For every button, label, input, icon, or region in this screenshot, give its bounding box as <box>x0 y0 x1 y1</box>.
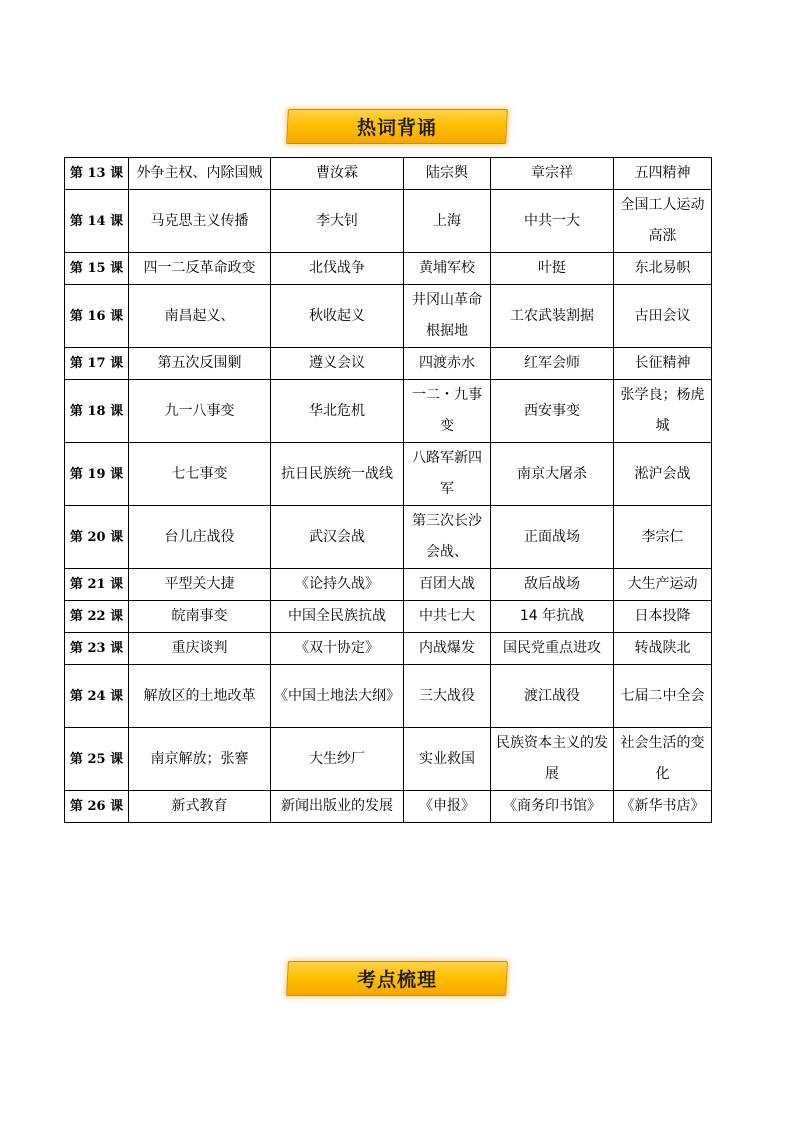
term-cell: 上海 <box>404 190 491 253</box>
term-cell: 《论持久战》 <box>271 569 404 601</box>
table-row <box>65 190 712 253</box>
lesson-label: 第 15 课 <box>65 253 129 285</box>
table-row <box>65 380 712 443</box>
term-cell: 李宗仁 <box>614 506 712 569</box>
lesson-label: 第 20 课 <box>65 506 129 569</box>
term-cell: 《申报》 <box>404 791 491 823</box>
term-cell: 新闻出版业的发展 <box>271 791 404 823</box>
term-cell: 曹汝霖 <box>271 158 404 190</box>
term-cell: 《新华书店》 <box>614 791 712 823</box>
term-cell: 实业救国 <box>404 728 491 791</box>
term-cell: 武汉会战 <box>271 506 404 569</box>
lesson-label: 第 13 课 <box>65 158 129 190</box>
table-row <box>65 791 712 823</box>
term-cell: 九一八事变 <box>129 380 271 443</box>
vocab-table-body <box>65 158 712 823</box>
lesson-label: 第 16 课 <box>65 285 129 348</box>
term-cell: 一二・九事变 <box>404 380 491 443</box>
lesson-label: 第 22 课 <box>65 601 129 633</box>
term-cell: 七届二中全会 <box>614 665 712 728</box>
term-cell: 台儿庄战役 <box>129 506 271 569</box>
term-cell: 第三次长沙会战、 <box>404 506 491 569</box>
term-cell: 中共七大 <box>404 601 491 633</box>
term-cell: 外争主权、内除国贼 <box>129 158 271 190</box>
lesson-label: 第 21 课 <box>65 569 129 601</box>
term-cell: 黄埔军校 <box>404 253 491 285</box>
term-cell: 南京解放；张謇 <box>129 728 271 791</box>
term-cell: 日本投降 <box>614 601 712 633</box>
term-cell: 大生产运动 <box>614 569 712 601</box>
table-row <box>65 728 712 791</box>
term-cell: 第五次反围剿 <box>129 348 271 380</box>
term-cell: 四渡赤水 <box>404 348 491 380</box>
lesson-label: 第 26 课 <box>65 791 129 823</box>
term-cell: 红军会师 <box>491 348 614 380</box>
term-cell: 《商务印书馆》 <box>491 791 614 823</box>
table-row <box>65 569 712 601</box>
table-row <box>65 443 712 506</box>
term-cell: 东北易帜 <box>614 253 712 285</box>
term-cell: 西安事变 <box>491 380 614 443</box>
section-banner-points <box>286 961 508 996</box>
lesson-label: 第 18 课 <box>65 380 129 443</box>
term-cell: 渡江战役 <box>491 665 614 728</box>
term-cell: 正面战场 <box>491 506 614 569</box>
table-row <box>65 285 712 348</box>
term-cell: 三大战役 <box>404 665 491 728</box>
term-cell: 解放区的土地改革 <box>129 665 271 728</box>
term-cell: 张学良；杨虎城 <box>614 380 712 443</box>
term-cell: 百团大战 <box>404 569 491 601</box>
table-row <box>65 158 712 190</box>
term-cell: 大生纱厂 <box>271 728 404 791</box>
term-cell: 陆宗舆 <box>404 158 491 190</box>
lesson-label: 第 25 课 <box>65 728 129 791</box>
lesson-label: 第 23 课 <box>65 633 129 665</box>
term-cell: 中国全民族抗战 <box>271 601 404 633</box>
section-title-points: 考点梳理 <box>356 969 437 991</box>
term-cell: 叶挺 <box>491 253 614 285</box>
section-title-vocab: 热词背诵 <box>356 117 437 139</box>
term-cell: 敌后战场 <box>491 569 614 601</box>
term-cell: 社会生活的变化 <box>614 728 712 791</box>
table-row <box>65 506 712 569</box>
table-row <box>65 348 712 380</box>
term-cell: 工农武装割据 <box>491 285 614 348</box>
term-cell: 民族资本主义的发展 <box>491 728 614 791</box>
term-cell: 平型关大捷 <box>129 569 271 601</box>
term-cell: 淞沪会战 <box>614 443 712 506</box>
term-cell: 转战陕北 <box>614 633 712 665</box>
term-cell: 马克思主义传播 <box>129 190 271 253</box>
term-cell: 秋收起义 <box>271 285 404 348</box>
term-cell: 五四精神 <box>614 158 712 190</box>
term-cell: 国民党重点进攻 <box>491 633 614 665</box>
term-cell: 14 年抗战 <box>491 601 614 633</box>
term-cell: 长征精神 <box>614 348 712 380</box>
table-row <box>65 253 712 285</box>
table-row <box>65 633 712 665</box>
term-cell: 李大钊 <box>271 190 404 253</box>
term-cell: 四一二反革命政变 <box>129 253 271 285</box>
term-cell: 古田会议 <box>614 285 712 348</box>
term-cell: 井冈山革命根据地 <box>404 285 491 348</box>
lesson-label: 第 14 课 <box>65 190 129 253</box>
term-cell: 内战爆发 <box>404 633 491 665</box>
term-cell: 华北危机 <box>271 380 404 443</box>
term-cell: 抗日民族统一战线 <box>271 443 404 506</box>
term-cell: 南昌起义、 <box>129 285 271 348</box>
term-cell: 八路军新四军 <box>404 443 491 506</box>
term-cell: 全国工人运动高涨 <box>614 190 712 253</box>
term-cell: 新式教育 <box>129 791 271 823</box>
term-cell: 皖南事变 <box>129 601 271 633</box>
section-banner-vocab <box>286 109 508 144</box>
vocab-table <box>64 157 712 823</box>
table-row <box>65 665 712 728</box>
term-cell: 中共一大 <box>491 190 614 253</box>
term-cell: 《双十协定》 <box>271 633 404 665</box>
term-cell: 北伐战争 <box>271 253 404 285</box>
term-cell: 遵义会议 <box>271 348 404 380</box>
table-row <box>65 601 712 633</box>
lesson-label: 第 24 课 <box>65 665 129 728</box>
lesson-label: 第 17 课 <box>65 348 129 380</box>
lesson-label: 第 19 课 <box>65 443 129 506</box>
term-cell: 《中国土地法大纲》 <box>271 665 404 728</box>
term-cell: 七七事变 <box>129 443 271 506</box>
term-cell: 章宗祥 <box>491 158 614 190</box>
term-cell: 重庆谈判 <box>129 633 271 665</box>
term-cell: 南京大屠杀 <box>491 443 614 506</box>
